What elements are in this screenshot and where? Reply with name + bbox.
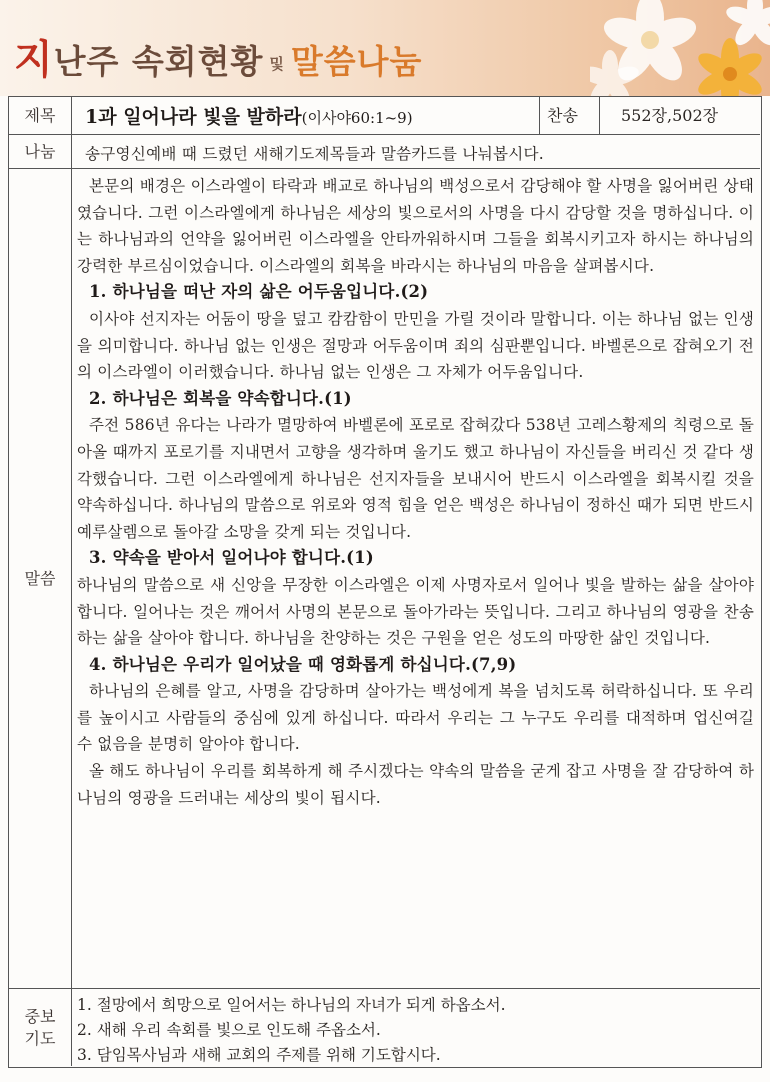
lesson-title-text: 1과 일어나라 빛을 발하라 xyxy=(85,106,302,128)
title-and: 및 xyxy=(269,55,285,73)
header-banner xyxy=(0,0,770,96)
point-paragraph-4: 하나님의 은혜를 알고, 사명을 감당하며 살아가는 백성에게 복을 넘치도록 허락하십니다. 또 우리를 높이시고 사람들의 중심에 있게 하십니다. 따라서 우리는 그 누구도 우리를 대적하며 업신여길 수 없음을 분명히 알아야 합니다. xyxy=(77,682,754,754)
prayer-item-1: 1. 절망에서 희망으로 일어서는 하나님의 자녀가 되게 하옵소서. xyxy=(77,996,506,1014)
title-rest: 난주 속회현황 xyxy=(53,42,264,81)
word-row xyxy=(9,169,760,989)
prayer-row xyxy=(9,989,760,1066)
prayer-list xyxy=(77,993,506,1068)
scripture-reference: (이사야60:1~9) xyxy=(301,109,413,127)
point-heading-4: 4. 하나님은 우리가 일어났을 때 영화롭게 하십니다.(7,9) xyxy=(89,654,517,674)
prayer-label-line-1: 중보 xyxy=(24,1006,56,1026)
closing-paragraph: 올 해도 하나님이 우리를 회복하게 해 주시겠다는 약속의 말씀을 굳게 잡고 사명을 잘 감당하여 하나님의 영광을 드러내는 세상의 빛이 됩시다. xyxy=(77,762,754,807)
word-label: 말씀 xyxy=(9,169,72,988)
title-first-char: 지 xyxy=(14,37,54,83)
intro-paragraph: 본문의 배경은 이스라엘이 타락과 배교로 하나님의 백성으로서 감당해야 할 사명을 잃어버린 상태였습니다. 그런 이스라엘에게 하나님은 세상의 빛으로서의 사명을 다시 감당할 것을 명하십니다. 이는 하나님과의 언약을 잃어버린 이스라엘을 안타까워하시며 그들을 회복시키고자 하시는 하나님의 강력한 부르심이었습니다. 이스라엘의 회복을 바라시는 하나님의 마음을 살펴봅시다. xyxy=(77,177,754,275)
prayer-item-3: 3. 담임목사님과 새해 교회의 주제를 위해 기도합시다. xyxy=(77,1046,441,1064)
share-row xyxy=(9,135,760,169)
point-heading-3: 3. 약속을 받아서 일어나야 합니다.(1) xyxy=(89,548,374,568)
share-label: 나눔 xyxy=(9,135,72,168)
prayer-item-2: 2. 새해 우리 속회를 빛으로 인도해 주옵소서. xyxy=(77,1021,381,1039)
point-heading-1: 1. 하나님을 떠난 자의 삶은 어두움입니다.(2) xyxy=(89,282,429,302)
subject-label: 제목 xyxy=(9,97,72,134)
point-heading-2: 2. 하나님은 회복을 약속합니다.(1) xyxy=(89,388,352,408)
title-second: 말씀나눔 xyxy=(290,42,423,81)
lesson-title xyxy=(85,102,413,129)
divider xyxy=(599,97,600,134)
sermon-body xyxy=(77,173,754,988)
flower-decoration-icon xyxy=(590,0,770,96)
prayer-label-line-2: 기도 xyxy=(24,1028,56,1048)
page-title xyxy=(14,28,422,85)
prayer-label xyxy=(9,989,72,1066)
hymn-value: 552장,502장 xyxy=(621,106,719,125)
share-text: 송구영신예배 때 드렸던 새해기도제목들과 말씀카드를 나눠봅시다. xyxy=(85,145,545,163)
hymn-label: 찬송 xyxy=(547,106,578,125)
point-paragraph-2: 주전 586년 유다는 나라가 멸망하여 바벨론에 포로로 잡혀갔다 538년 고레스황제의 칙령으로 돌아올 때까지 포로기를 지내면서 고향을 생각하며 울기도 했고 하나님이 자신들을 버리신 것 같다 생각했습니다. 그런 이스라엘에게 하나님은 선지자들을 보내시어 반드시 이스라엘을 회복시킬 것을 약속하십니다. 하나님의 말씀으로 위로와 영적 힘을 얻은 백성은 하나님이 정하신 때가 되면 반드시 예루살렘으로 돌아갈 소망을 갖게 되는 것입니다. xyxy=(77,416,754,541)
point-paragraph-1: 이사야 선지자는 어둠이 땅을 덮고 캄캄함이 만민을 가릴 것이라 말합니다. 이는 하나님 없는 인생을 의미합니다. 하나님 없는 인생은 절망과 어두움이며 죄의 심판뿐입니다. 바벨론으로 잡혀오기 전의 이스라엘이 이러했습니다. 하나님 없는 인생은 그 자체가 어두움입니다. xyxy=(77,309,754,382)
point-paragraph-3: 하나님의 말씀으로 새 신앙을 무장한 이스라엘은 이제 사명자로서 일어나 빛을 발하는 삶을 살아야 합니다. 일어나는 것은 깨어서 사명의 본문으로 돌아가라는 뜻입니다. 그리고 하나님의 영광을 찬송하는 삶을 살아야 합니다. 하나님을 찬양하는 것은 구원을 얻은 성도의 마땅한 삶인 것입니다. xyxy=(77,575,754,648)
content-table xyxy=(8,96,762,1068)
divider xyxy=(539,97,540,134)
subject-row xyxy=(9,97,760,135)
